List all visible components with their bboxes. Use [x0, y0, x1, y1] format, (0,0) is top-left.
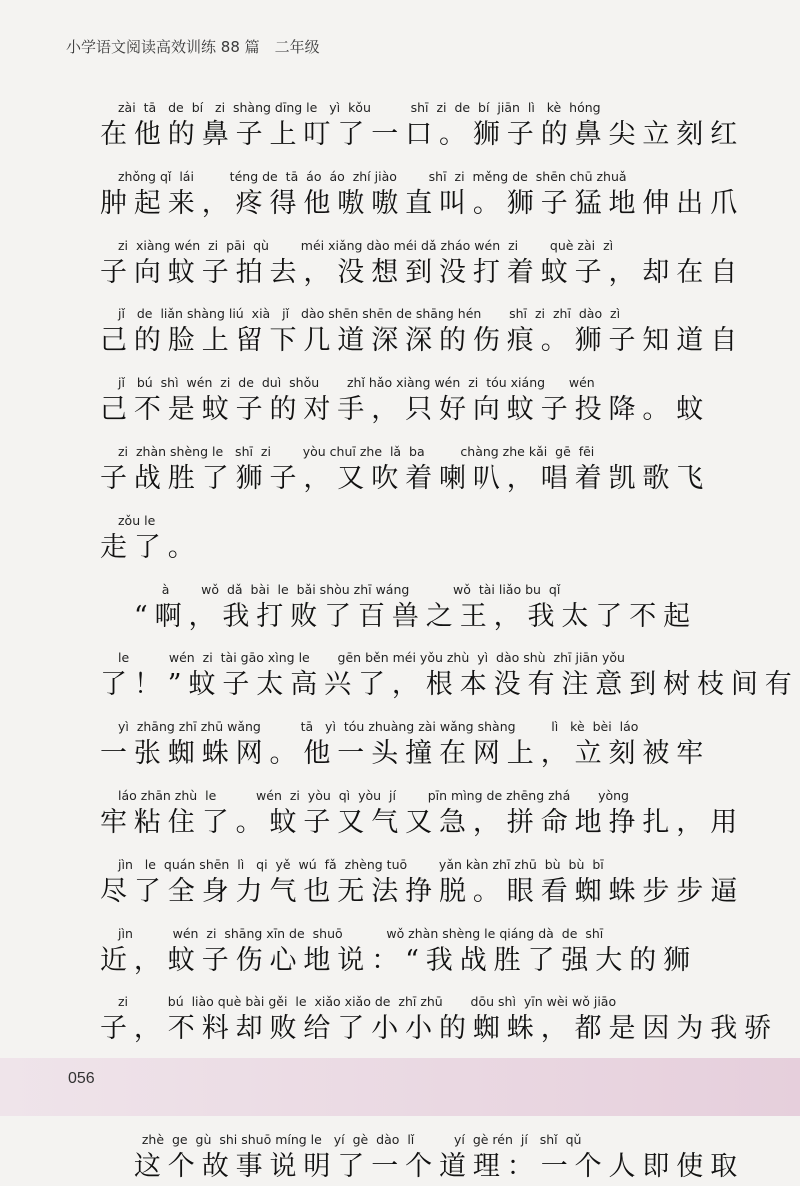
chinese-text: 尽了全身力气也无法挣脱。眼看蜘蛛步步逼 [100, 875, 745, 907]
pinyin-annotation: jìn le quán shēn lì qi yě wú fǎ zhèng tuō yǎn kàn zhī zhū bù bù bī [118, 856, 604, 872]
chinese-text: 肿起来，疼得他嗷嗷直叫。狮子猛地伸出爪 [100, 187, 745, 219]
chinese-text: 一张蜘蛛网。他一头撞在网上，立刻被牢 [100, 738, 711, 770]
pinyin-annotation: zi zhàn shèng le shī zi yòu chuī zhe lǎ ba chàng zhe kǎi gē fēi [118, 443, 595, 459]
text-line [100, 1117, 745, 1186]
page-number: 056 [68, 1070, 95, 1087]
text-line [100, 429, 720, 498]
text-line [100, 773, 745, 842]
text-line [100, 360, 720, 429]
chinese-text: 己不是蚊子的对手，只好向蚊子投降。蚊 [100, 394, 711, 426]
text-line [100, 635, 799, 704]
pinyin-annotation: zi xiàng wén zi pāi qù méi xiǎng dào méi dǎ zháo wén zi què zài zì [118, 237, 614, 253]
book-title-header: 小学语文阅读高效训练 88 篇 二年级 [66, 38, 320, 56]
chinese-text: 子向蚊子拍去，没想到没打着蚊子，却在自 [100, 256, 745, 288]
text-line [100, 85, 745, 154]
text-line [100, 154, 745, 223]
pinyin-annotation: zǒu le [118, 512, 156, 528]
text-line [100, 842, 745, 911]
chinese-text: 在他的鼻子上叮了一口。狮子的鼻尖立刻红 [100, 119, 745, 150]
chinese-text: 近，蚊子伤心地说：“我战胜了强大的狮 [100, 944, 698, 976]
pinyin-annotation: jìn wén zi shāng xīn de shuō wǒ zhàn shèng le qiáng dà de shī [118, 925, 604, 941]
text-line [100, 223, 745, 292]
text-line [100, 498, 720, 567]
pinyin-annotation: zài tā de bí zi shàng dīng le yì kǒu shī zi de bí jiān lì kè hóng [118, 100, 601, 115]
pinyin-annotation: à wǒ dǎ bài le bǎi shòu zhī wáng wǒ tài liǎo bu qǐ [118, 581, 561, 597]
text-line [100, 567, 720, 636]
chinese-text: 了！”蚊子太高兴了，根本没有注意到树枝间有 [100, 669, 799, 701]
chinese-text: 子，不料却败给了小小的蜘蛛，都是因为我骄 [100, 1013, 778, 1045]
pinyin-annotation: láo zhān zhù le wén zi yòu qì yòu jí pīn mìng de zhēng zhá yòng [118, 787, 629, 803]
pinyin-annotation: zhè ge gù shi shuō míng le yí gè dào lǐ yí gè rén jí shǐ qǔ [118, 1131, 582, 1147]
text-line [100, 291, 745, 360]
pinyin-annotation: jǐ de liǎn shàng liú xià jǐ dào shēn shēn de shāng hén shī zi zhī dào zì [118, 306, 621, 322]
chinese-text: 己的脸上留下几道深深的伤痕。狮子知道自 [100, 325, 745, 357]
text-line [100, 704, 720, 773]
chinese-text: 子战胜了狮子，又吹着喇叭，唱着凯歌飞 [100, 462, 711, 494]
page-footer-band [0, 1058, 800, 1116]
text-line [100, 979, 778, 1048]
pinyin-annotation: zi bú liào què bài gěi le xiǎo xiǎo de zhī zhū dōu shì yīn wèi wǒ jiāo [118, 994, 617, 1010]
pinyin-annotation: jǐ bú shì wén zi de duì shǒu zhǐ hǎo xiàng wén zi tóu xiáng wén [118, 375, 595, 391]
text-line [100, 911, 720, 980]
pinyin-annotation: le wén zi tài gāo xìng le gēn běn méi yǒu zhù yì dào shù zhī jiān yǒu [118, 650, 625, 666]
pinyin-annotation: zhǒng qǐ lái téng de tā áo áo zhí jiào shī zi měng de shēn chū zhuǎ [118, 168, 627, 184]
chinese-text: 这个故事说明了一个道理：一个人即使取 [100, 1150, 745, 1182]
pinyin-annotation: yì zhāng zhī zhū wǎng tā yì tóu zhuàng zài wǎng shàng lì kè bèi láo [118, 719, 639, 735]
story-text [0, 85, 800, 1186]
chinese-text: 走了。 [100, 531, 202, 563]
chinese-text: 牢粘住了。蚊子又气又急，拼命地挣扎，用 [100, 806, 745, 838]
chinese-text: “啊，我打败了百兽之王，我太了不起 [100, 600, 698, 632]
